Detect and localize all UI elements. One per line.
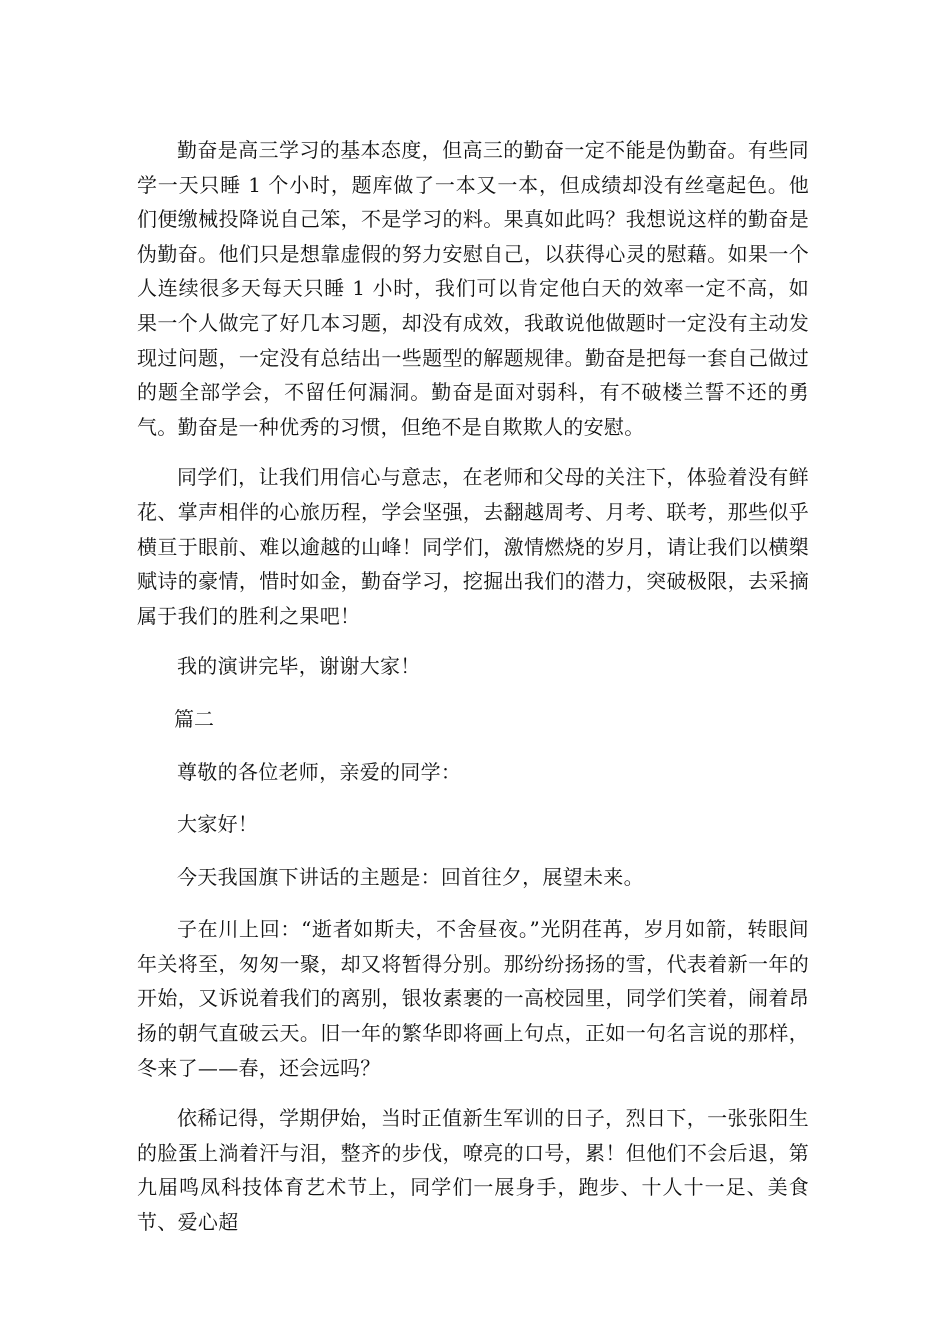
paragraph-time-passing: 子在川上回：“逝者如斯夫，不舍昼夜。”光阴荏苒，岁月如箭，转眼间年关将至，匆匆一聚，却又将暂得分别。那纷纷扬扬的雪，代表着新一年的开始，又诉说着我们的离别，银妆素裹的一高校园里，同学们笑着，闹着昂扬的朝气直破云天。旧一年的繁华即将画上句点，正如一句名言说的那样，冬来了——春，还会远吗？ (137, 917, 809, 1080)
paragraph-salutation: 尊敬的各位老师，亲爱的同学： (177, 759, 462, 784)
paragraph-greeting: 大家好！ (177, 812, 259, 837)
paragraph-diligence: 勤奋是高三学习的基本态度，但高三的勤奋一定不能是伪勤奋。有些同学一天只睡 1 个小时，题库做了一本又一本，但成绩却没有丝毫起色。他们便缴械投降说自己笨，不是学习的料。果真如此吗？我想说这样的勤奋是伪勤奋。他们只是想靠虚假的努力安慰自己，以获得心灵的慰藉。如果一个人连续很多天每天只睡 1 小时，我们可以肯定他白天的效率一定不高，如果一个人做完了好几本习题，却没有成效，我敢说他做题时一定没有主动发现过问题，一定没有总结出一些题型的解题规律。勤奋是把每一套自己做过的题全部学会，不留任何漏洞。勤奋是面对弱科，有不破楼兰誓不还的勇气。勤奋是一种优秀的习惯，但绝不是自欺欺人的安慰。 (137, 138, 809, 439)
section-heading: 篇二 (174, 706, 214, 731)
document-body (137, 133, 809, 1240)
paragraph-closing: 我的演讲完毕，谢谢大家！ (177, 654, 421, 679)
paragraph-memories: 依稀记得，学期伊始，当时正值新生军训的日子，烈日下，一张张阳生的脸蛋上淌着汗与泪，整齐的步伐，嘹亮的口号，累！但他们不会后退，第九届鸣凤科技体育艺术节上，同学们一展身手，跑步、十人十一足、美食节、爱心超 (137, 1106, 809, 1235)
paragraph-encouragement: 同学们，让我们用信心与意志，在老师和父母的关注下，体验着没有鲜花、掌声相伴的心旅历程，学会坚强，去翻越周考、月考、联考，那些似乎横亘于眼前、难以逾越的山峰！同学们，激情燃烧的岁月，请让我们以横槊赋诗的豪情，惜时如金，勤奋学习，挖掘出我们的潜力，突破极限，去采摘属于我们的胜利之果吧！ (137, 465, 809, 628)
paragraph-topic: 今天我国旗下讲话的主题是：回首往夕，展望未来。 (177, 864, 644, 889)
